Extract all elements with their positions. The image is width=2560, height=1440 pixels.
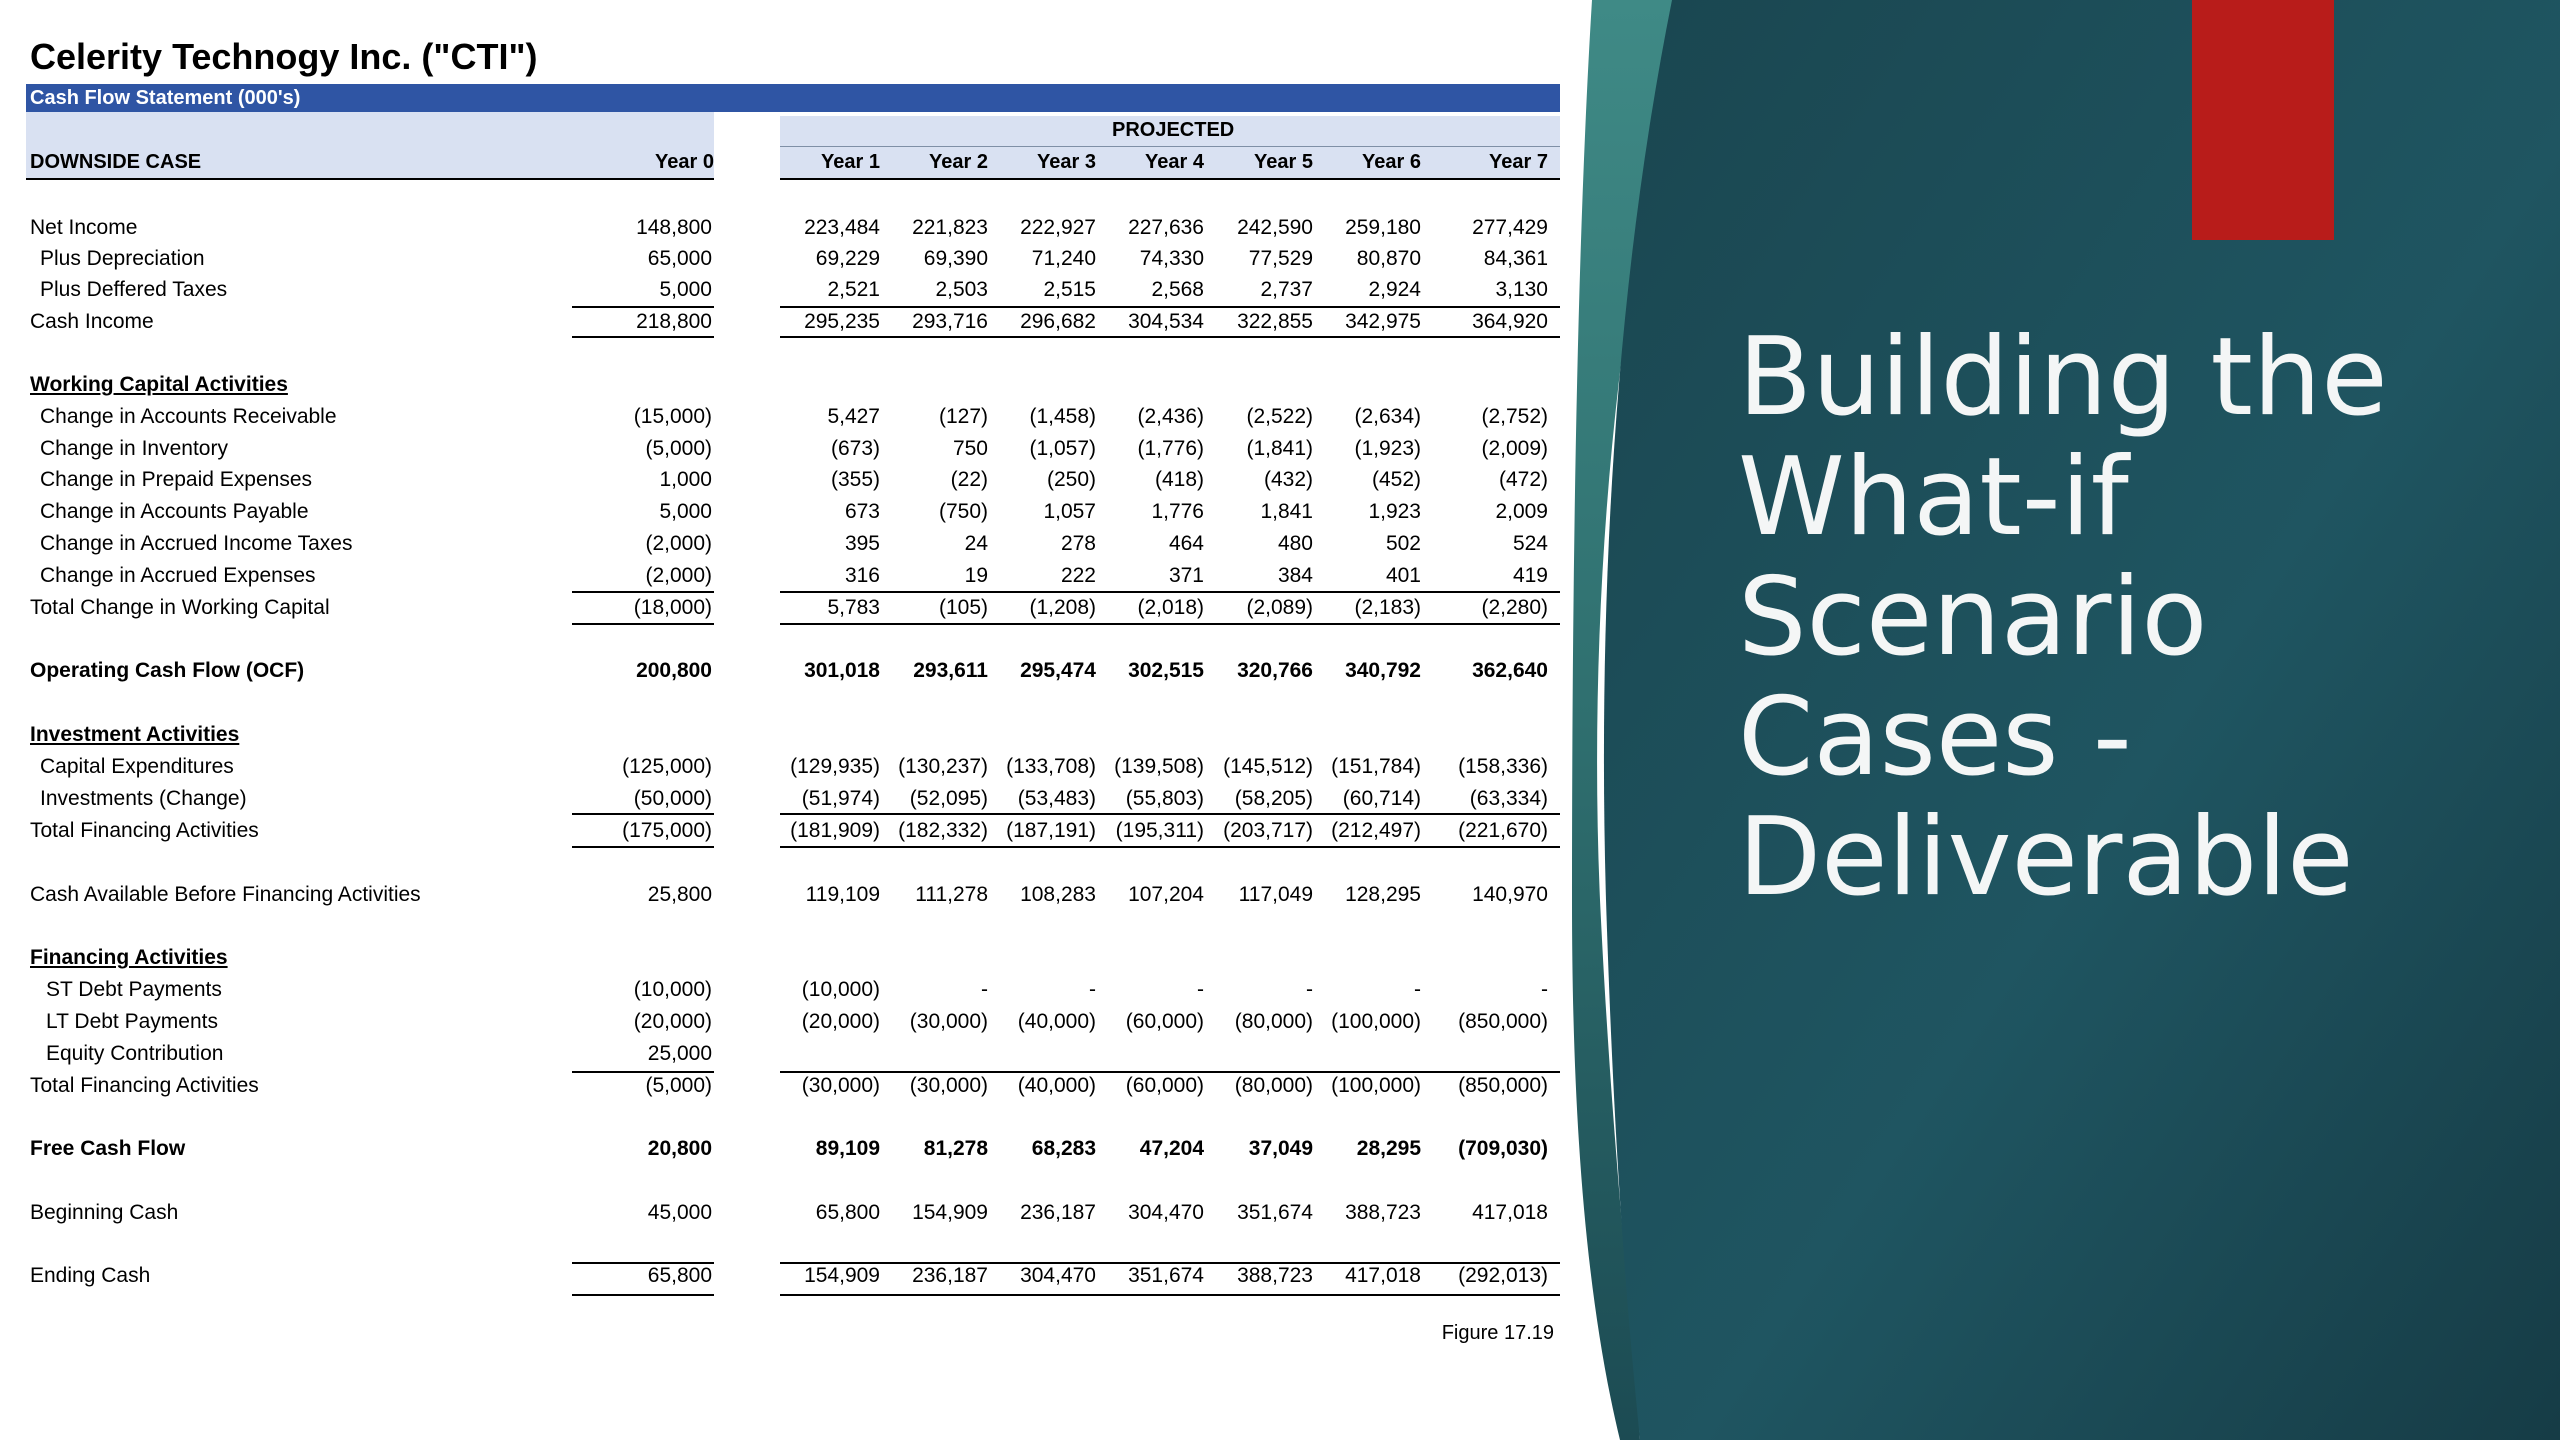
- row-value: 362,640: [1472, 659, 1548, 682]
- row-value: 5,000: [659, 500, 712, 523]
- row-value: 236,187: [912, 1264, 988, 1287]
- subtotal-rule: [572, 336, 714, 338]
- row-value: 65,800: [647, 1264, 712, 1287]
- row-value: 316: [844, 564, 880, 587]
- row-value: 395: [844, 532, 880, 555]
- row-value: 117,049: [1238, 883, 1313, 906]
- row-value: 502: [1385, 532, 1421, 555]
- column-header-year-1: Year 1: [821, 151, 880, 173]
- figure-caption: Figure 17.19: [1441, 1322, 1554, 1344]
- row-value: 3,130: [1495, 278, 1548, 301]
- row-value: (472): [1498, 468, 1548, 491]
- row-label: Plus Deffered Taxes: [40, 278, 228, 301]
- row-value: (2,018): [1137, 596, 1204, 619]
- row-value: 222,927: [1020, 216, 1096, 239]
- row-value: 148,800: [636, 216, 712, 239]
- row-label: Free Cash Flow: [30, 1137, 186, 1160]
- row-value: (355): [830, 468, 880, 491]
- row-value: 320,766: [1237, 659, 1313, 682]
- subtotal-rule: [572, 1262, 714, 1264]
- slide-title-line: Building the: [1738, 315, 2388, 440]
- subtotal-rule: [780, 336, 1560, 338]
- column-header-year-6: Year 6: [1362, 151, 1421, 173]
- row-value: 2,009: [1495, 500, 1548, 523]
- row-value: (30,000): [801, 1074, 880, 1097]
- row-value: (2,089): [1246, 596, 1313, 619]
- row-value: 1,776: [1151, 500, 1204, 523]
- row-value: -: [1089, 978, 1096, 1001]
- row-label: Total Change in Working Capital: [30, 596, 330, 619]
- row-value: 77,529: [1248, 247, 1313, 270]
- row-value: (52,095): [909, 787, 988, 810]
- row-value: 25,800: [647, 883, 712, 906]
- column-header-year-3: Year 3: [1037, 151, 1096, 173]
- row-value: (2,280): [1481, 596, 1548, 619]
- row-label: Investments (Change): [40, 787, 247, 810]
- row-value: 45,000: [647, 1201, 712, 1224]
- projected-label: PROJECTED: [1112, 119, 1235, 141]
- row-value: 5,783: [827, 596, 880, 619]
- section-heading: Investment Activities: [30, 723, 240, 746]
- row-value: (418): [1154, 468, 1204, 491]
- slide-title-line: Scenario: [1738, 555, 2208, 680]
- row-value: (452): [1371, 468, 1421, 491]
- row-value: (55,803): [1125, 787, 1204, 810]
- row-value: 227,636: [1128, 216, 1204, 239]
- row-value: 293,716: [912, 310, 988, 333]
- row-value: (195,311): [1115, 819, 1204, 842]
- row-value: (40,000): [1017, 1010, 1096, 1033]
- row-value: 222: [1060, 564, 1096, 587]
- row-value: (105): [938, 596, 988, 619]
- row-value: 28,295: [1356, 1137, 1421, 1160]
- row-value: (2,000): [645, 532, 712, 555]
- row-value: 140,970: [1472, 883, 1548, 906]
- row-value: (5,000): [645, 1074, 712, 1097]
- row-label: Total Financing Activities: [30, 1074, 259, 1097]
- row-value: 2,521: [827, 278, 880, 301]
- row-value: (1,057): [1029, 437, 1096, 460]
- row-label: Total Financing Activities: [30, 819, 259, 842]
- row-value: (22): [950, 468, 988, 491]
- row-label: Change in Accounts Receivable: [40, 405, 337, 428]
- row-value: 417,018: [1472, 1201, 1548, 1224]
- slide-title: [1738, 315, 2498, 920]
- row-value: 2,737: [1260, 278, 1313, 301]
- row-value: -: [1306, 978, 1313, 1001]
- row-value: (850,000): [1458, 1074, 1548, 1097]
- row-value: 388,723: [1345, 1201, 1421, 1224]
- subtotal-rule: [780, 306, 1560, 308]
- row-value: 259,180: [1345, 216, 1421, 239]
- row-value: (145,512): [1223, 755, 1313, 778]
- row-value: 47,204: [1139, 1137, 1204, 1160]
- row-value: 304,470: [1020, 1264, 1096, 1287]
- row-value: 68,283: [1031, 1137, 1096, 1160]
- slide-title-line: Deliverable: [1738, 795, 2354, 920]
- row-value: 223,484: [804, 216, 880, 239]
- row-value: 304,534: [1128, 310, 1204, 333]
- row-value: 128,295: [1345, 883, 1421, 906]
- row-value: -: [1197, 978, 1204, 1001]
- row-value: 302,515: [1128, 659, 1204, 682]
- row-value: (181,909): [790, 819, 880, 842]
- total-rule: [572, 1294, 714, 1296]
- subtotal-rule: [780, 813, 1560, 815]
- row-value: 19: [964, 564, 988, 587]
- row-label: Change in Inventory: [40, 437, 228, 460]
- subtotal-rule: [780, 623, 1560, 625]
- row-value: 154,909: [912, 1201, 988, 1224]
- row-value: 351,674: [1128, 1264, 1204, 1287]
- row-value: 340,792: [1345, 659, 1421, 682]
- row-value: 322,855: [1237, 310, 1313, 333]
- row-value: 295,474: [1020, 659, 1096, 682]
- row-value: (50,000): [633, 787, 712, 810]
- row-value: 464: [1168, 532, 1204, 555]
- row-label: Change in Prepaid Expenses: [40, 468, 313, 491]
- row-value: (100,000): [1331, 1074, 1421, 1097]
- row-value: 1,000: [659, 468, 712, 491]
- row-value: 2,515: [1043, 278, 1096, 301]
- row-value: 364,920: [1472, 310, 1548, 333]
- row-value: (51,974): [801, 787, 880, 810]
- row-value: (187,191): [1006, 819, 1096, 842]
- row-value: (129,935): [790, 755, 880, 778]
- row-value: (850,000): [1458, 1010, 1548, 1033]
- row-label: Change in Accounts Payable: [40, 500, 309, 523]
- statement-banner: Cash Flow Statement (000's): [26, 84, 1560, 112]
- row-value: (2,009): [1481, 437, 1548, 460]
- row-value: 277,429: [1472, 216, 1548, 239]
- row-value: (130,237): [898, 755, 988, 778]
- row-value: 69,390: [923, 247, 988, 270]
- row-label: Change in Accrued Expenses: [40, 564, 316, 587]
- row-label: Cash Available Before Financing Activities: [30, 883, 421, 906]
- row-value: (2,752): [1481, 405, 1548, 428]
- row-value: 84,361: [1483, 247, 1548, 270]
- row-value: (750): [938, 500, 988, 523]
- subtotal-rule: [780, 1071, 1560, 1073]
- row-value: 371: [1168, 564, 1204, 587]
- row-value: (100,000): [1331, 1010, 1421, 1033]
- row-value: (1,923): [1354, 437, 1421, 460]
- row-value: 388,723: [1237, 1264, 1313, 1287]
- row-value: (2,000): [645, 564, 712, 587]
- row-value: 111,278: [915, 883, 988, 906]
- row-value: (182,332): [898, 819, 988, 842]
- row-value: 5,000: [659, 278, 712, 301]
- row-value: 242,590: [1237, 216, 1313, 239]
- row-label: Equity Contribution: [46, 1042, 224, 1065]
- total-rule: [780, 1294, 1560, 1296]
- row-value: (221,670): [1458, 819, 1548, 842]
- row-value: (2,522): [1246, 405, 1313, 428]
- row-value: 417,018: [1345, 1264, 1421, 1287]
- row-value: 65,800: [815, 1201, 880, 1224]
- row-label: LT Debt Payments: [46, 1010, 218, 1033]
- row-value: (2,436): [1137, 405, 1204, 428]
- section-heading: Financing Activities: [30, 946, 228, 969]
- row-value: (1,776): [1137, 437, 1204, 460]
- row-value: (1,208): [1029, 596, 1096, 619]
- row-value: 673: [844, 500, 880, 523]
- row-value: (60,714): [1342, 787, 1421, 810]
- subtotal-rule: [572, 813, 714, 815]
- row-value: 81,278: [923, 1137, 988, 1160]
- row-label: Plus Depreciation: [40, 247, 205, 270]
- row-value: 37,049: [1248, 1137, 1313, 1160]
- subtotal-rule: [572, 306, 714, 308]
- slide-title-line: What-if: [1738, 435, 2129, 560]
- row-value: 524: [1512, 532, 1548, 555]
- subtotal-rule: [572, 846, 714, 848]
- row-value: (1,841): [1246, 437, 1313, 460]
- row-value: 419: [1512, 564, 1548, 587]
- row-value: 480: [1277, 532, 1313, 555]
- row-value: (5,000): [645, 437, 712, 460]
- row-value: 2,503: [935, 278, 988, 301]
- row-value: (432): [1263, 468, 1313, 491]
- row-value: 69,229: [815, 247, 880, 270]
- row-value: 108,283: [1020, 883, 1096, 906]
- row-value: (30,000): [909, 1074, 988, 1097]
- row-value: 20,800: [647, 1137, 712, 1160]
- accent-bar: [2192, 0, 2334, 240]
- row-value: (10,000): [633, 978, 712, 1001]
- row-value: (203,717): [1223, 819, 1313, 842]
- row-value: 342,975: [1345, 310, 1421, 333]
- subtotal-rule: [572, 591, 714, 593]
- row-value: 296,682: [1020, 310, 1096, 333]
- row-value: (139,508): [1114, 755, 1204, 778]
- row-value: 1,841: [1260, 500, 1313, 523]
- row-value: 1,923: [1368, 500, 1421, 523]
- row-value: 293,611: [913, 659, 988, 682]
- row-value: 236,187: [1020, 1201, 1096, 1224]
- row-value: 295,235: [804, 310, 880, 333]
- column-header-year-5: Year 5: [1254, 151, 1313, 173]
- row-value: (20,000): [633, 1010, 712, 1033]
- slide-title-line: Cases -: [1738, 675, 2132, 800]
- row-value: 71,240: [1031, 247, 1096, 270]
- row-value: 351,674: [1237, 1201, 1313, 1224]
- row-value: (125,000): [622, 755, 712, 778]
- row-value: (58,205): [1234, 787, 1313, 810]
- subtotal-rule: [780, 591, 1560, 593]
- row-value: 80,870: [1356, 247, 1421, 270]
- row-value: (212,497): [1331, 819, 1421, 842]
- row-value: (53,483): [1017, 787, 1096, 810]
- column-header-year-7: Year 7: [1489, 151, 1548, 173]
- row-value: (292,013): [1458, 1264, 1548, 1287]
- row-value: 278: [1060, 532, 1096, 555]
- row-value: (30,000): [909, 1010, 988, 1033]
- row-value: -: [1414, 978, 1421, 1001]
- row-value: (250): [1046, 468, 1096, 491]
- row-value: (175,000): [622, 819, 712, 842]
- row-value: (2,634): [1354, 405, 1421, 428]
- row-value: 301,018: [804, 659, 880, 682]
- row-value: (15,000): [633, 405, 712, 428]
- row-value: 750: [952, 437, 988, 460]
- row-value: (60,000): [1125, 1010, 1204, 1033]
- row-label: Net Income: [30, 216, 138, 239]
- row-value: (10,000): [801, 978, 880, 1001]
- row-value: 221,823: [912, 216, 988, 239]
- row-value: 89,109: [815, 1137, 880, 1160]
- row-label: Cash Income: [30, 310, 154, 333]
- row-value: 2,568: [1151, 278, 1204, 301]
- row-label: Operating Cash Flow (OCF): [30, 659, 305, 682]
- row-value: (80,000): [1234, 1074, 1313, 1097]
- row-label: ST Debt Payments: [46, 978, 222, 1001]
- row-value: 2,924: [1368, 278, 1421, 301]
- row-value: 401: [1385, 564, 1421, 587]
- row-value: 24: [964, 532, 988, 555]
- row-label: Change in Accrued Income Taxes: [40, 532, 353, 555]
- row-value: 74,330: [1139, 247, 1204, 270]
- row-value: 5,427: [827, 405, 880, 428]
- subtotal-rule: [572, 1071, 714, 1073]
- row-value: 304,470: [1128, 1201, 1204, 1224]
- row-value: (158,336): [1458, 755, 1548, 778]
- row-value: (80,000): [1234, 1010, 1313, 1033]
- row-value: (18,000): [633, 596, 712, 619]
- row-value: (20,000): [801, 1010, 880, 1033]
- row-value: 65,000: [647, 247, 712, 270]
- row-value: 1,057: [1043, 500, 1096, 523]
- row-value: (2,183): [1354, 596, 1421, 619]
- row-value: (63,334): [1469, 787, 1548, 810]
- row-value: 107,204: [1128, 883, 1204, 906]
- row-value: 154,909: [804, 1264, 880, 1287]
- row-value: (709,030): [1458, 1137, 1548, 1160]
- column-header-year-4: Year 4: [1145, 151, 1204, 173]
- row-value: 119,109: [805, 883, 880, 906]
- column-header-year-2: Year 2: [929, 151, 988, 173]
- row-value: (40,000): [1017, 1074, 1096, 1097]
- section-heading: Working Capital Activities: [30, 373, 288, 396]
- projected-divider: [780, 146, 1560, 147]
- row-label: Beginning Cash: [30, 1201, 179, 1224]
- scenario-label: DOWNSIDE CASE: [30, 151, 202, 173]
- subtotal-rule: [780, 1262, 1560, 1264]
- row-label: Ending Cash: [30, 1264, 151, 1287]
- subtotal-rule: [572, 623, 714, 625]
- row-value: (127): [938, 405, 988, 428]
- row-label: Capital Expenditures: [40, 755, 234, 778]
- row-value: 25,000: [647, 1042, 712, 1065]
- row-value: 200,800: [636, 659, 712, 682]
- row-value: -: [1541, 978, 1548, 1001]
- row-value: (133,708): [1006, 755, 1096, 778]
- row-value: (1,458): [1029, 405, 1096, 428]
- company-name: Celerity Technogy Inc. ("CTI"): [30, 36, 538, 77]
- row-value: -: [981, 978, 988, 1001]
- row-value: (151,784): [1331, 755, 1421, 778]
- row-value: 384: [1277, 564, 1313, 587]
- row-value: (673): [830, 437, 880, 460]
- column-header-year-0: Year 0: [655, 151, 714, 173]
- row-value: (60,000): [1125, 1074, 1204, 1097]
- subtotal-rule: [780, 846, 1560, 848]
- row-value: 218,800: [636, 310, 712, 333]
